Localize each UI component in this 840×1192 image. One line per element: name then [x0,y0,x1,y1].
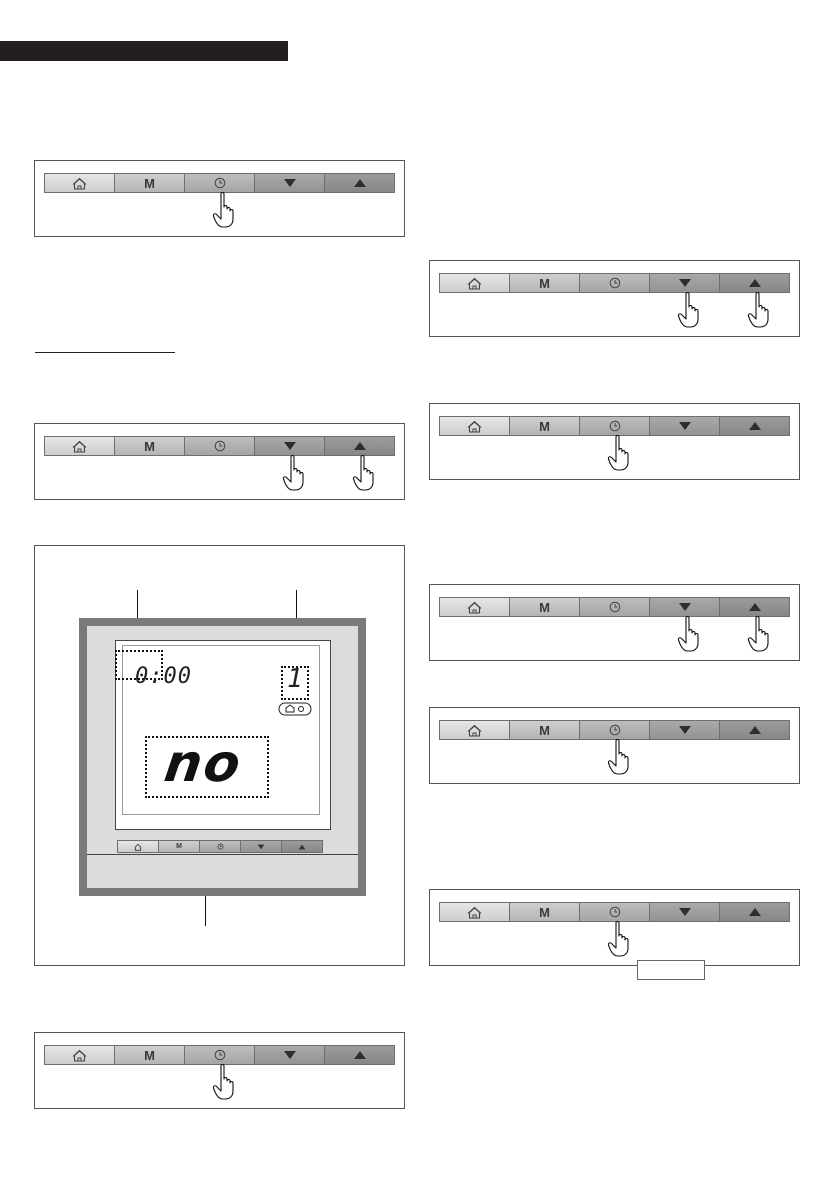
arrow-down-icon [678,725,692,735]
down-key[interactable] [255,1046,325,1064]
mini-keypad-strip [117,840,323,853]
arrow-up-icon [748,725,762,735]
home-icon [467,601,482,614]
up-key[interactable] [720,417,789,435]
thermostat-divider [87,854,358,855]
keypad-panel-7 [429,707,800,784]
keypad-strip [439,902,790,922]
clock-icon [609,601,621,613]
keypad-panel-6 [429,584,800,661]
home-key[interactable] [45,437,115,455]
lcd-main-value: no [160,734,246,794]
up-key[interactable] [720,721,789,739]
pointing-hand-icon [677,291,703,329]
down-key[interactable] [255,174,325,192]
keypad-panel-5 [429,403,800,480]
mode-key-label: M [144,438,155,454]
clock-icon [609,724,621,736]
home-icon [467,906,482,919]
thermostat-display-diagram [34,545,405,966]
pointing-hand-icon [747,615,773,653]
keypad-panel-2 [34,423,405,500]
arrow-up-icon [353,441,367,451]
clock-key[interactable] [580,417,650,435]
keypad-strip [439,720,790,740]
clock-key[interactable] [580,721,650,739]
up-key[interactable] [720,903,789,921]
mode-key[interactable] [510,417,580,435]
arrow-down-icon [283,178,297,188]
home-key[interactable] [440,598,510,616]
arrow-up-icon [353,178,367,188]
keypad-strip [439,416,790,436]
keypad-panel-1 [34,160,405,237]
clock-icon [609,906,621,918]
mode-key-label: M [144,175,155,191]
mode-key[interactable] [510,274,580,292]
clock-key[interactable] [185,437,255,455]
clock-icon [214,177,226,189]
keypad-strip [44,436,395,456]
arrow-down-icon [678,421,692,431]
clock-icon [609,420,621,432]
mini-home-key [118,841,159,852]
keypad-panel-8 [429,889,800,966]
keypad-strip [44,173,395,193]
arrow-down-icon [283,1050,297,1060]
mode-key-label: M [539,722,550,738]
mini-clock-key [200,841,241,852]
mode-key[interactable] [510,903,580,921]
arrow-up-icon [748,278,762,288]
mode-key[interactable] [510,598,580,616]
keypad-panel-4 [429,260,800,337]
arrow-up-icon [748,421,762,431]
mini-down-key [241,841,282,852]
clock-icon [214,440,226,452]
mode-key-label: M [539,599,550,615]
mode-key[interactable] [115,174,185,192]
home-key[interactable] [440,721,510,739]
clock-key[interactable] [580,598,650,616]
lcd-time-readout: 0:00 [135,664,192,689]
pointing-hand-icon [212,191,238,229]
arrow-down-icon [678,278,692,288]
pointing-hand-icon [607,738,633,776]
home-key[interactable] [440,903,510,921]
pointing-hand-icon [747,291,773,329]
down-key[interactable] [650,598,720,616]
up-key[interactable] [325,174,394,192]
arrow-up-icon [748,907,762,917]
arrow-down-icon [678,907,692,917]
clock-key[interactable] [580,274,650,292]
down-key[interactable] [650,721,720,739]
mode-key-label: M [539,275,550,291]
down-key[interactable] [650,274,720,292]
pointing-hand-icon [282,454,308,492]
pointing-hand-icon [677,615,703,653]
pointing-hand-icon [352,454,378,492]
arrow-down-icon [283,441,297,451]
home-key[interactable] [45,174,115,192]
arrow-up-icon [353,1050,367,1060]
keypad-strip [44,1045,395,1065]
down-key[interactable] [650,417,720,435]
mode-key[interactable] [510,721,580,739]
clock-key[interactable] [185,174,255,192]
arrow-up-icon [748,602,762,612]
callout-label-box [637,960,705,980]
up-key[interactable] [720,274,789,292]
pointing-hand-icon [607,434,633,472]
pointing-hand-icon [212,1063,238,1101]
up-key[interactable] [720,598,789,616]
keypad-strip [439,597,790,617]
home-icon [72,1049,87,1062]
home-icon [72,177,87,190]
mode-key-label: M [144,1047,155,1063]
home-icon [467,724,482,737]
subheading-underline [35,352,175,353]
home-key[interactable] [440,417,510,435]
home-icon [72,440,87,453]
home-key[interactable] [440,274,510,292]
clock-key[interactable] [185,1046,255,1064]
mini-mode-key: M [159,841,200,852]
home-icon [467,277,482,290]
mini-up-key [282,841,322,852]
up-key[interactable] [325,437,394,455]
keypad-strip [439,273,790,293]
clock-key[interactable] [580,903,650,921]
lcd-program-number: 1 [287,664,303,694]
mode-key-label: M [539,904,550,920]
clock-icon [214,1049,226,1061]
down-key[interactable] [650,903,720,921]
down-key[interactable] [255,437,325,455]
home-sun-icon [278,702,312,716]
home-icon [467,420,482,433]
home-key[interactable] [45,1046,115,1064]
keypad-panel-3 [34,1032,405,1109]
arrow-down-icon [678,602,692,612]
section-header-bar [0,41,288,61]
pointing-hand-icon [607,920,633,958]
clock-icon [609,277,621,289]
up-key[interactable] [325,1046,394,1064]
mode-key-label: M [539,418,550,434]
mode-key[interactable] [115,437,185,455]
mode-key[interactable] [115,1046,185,1064]
